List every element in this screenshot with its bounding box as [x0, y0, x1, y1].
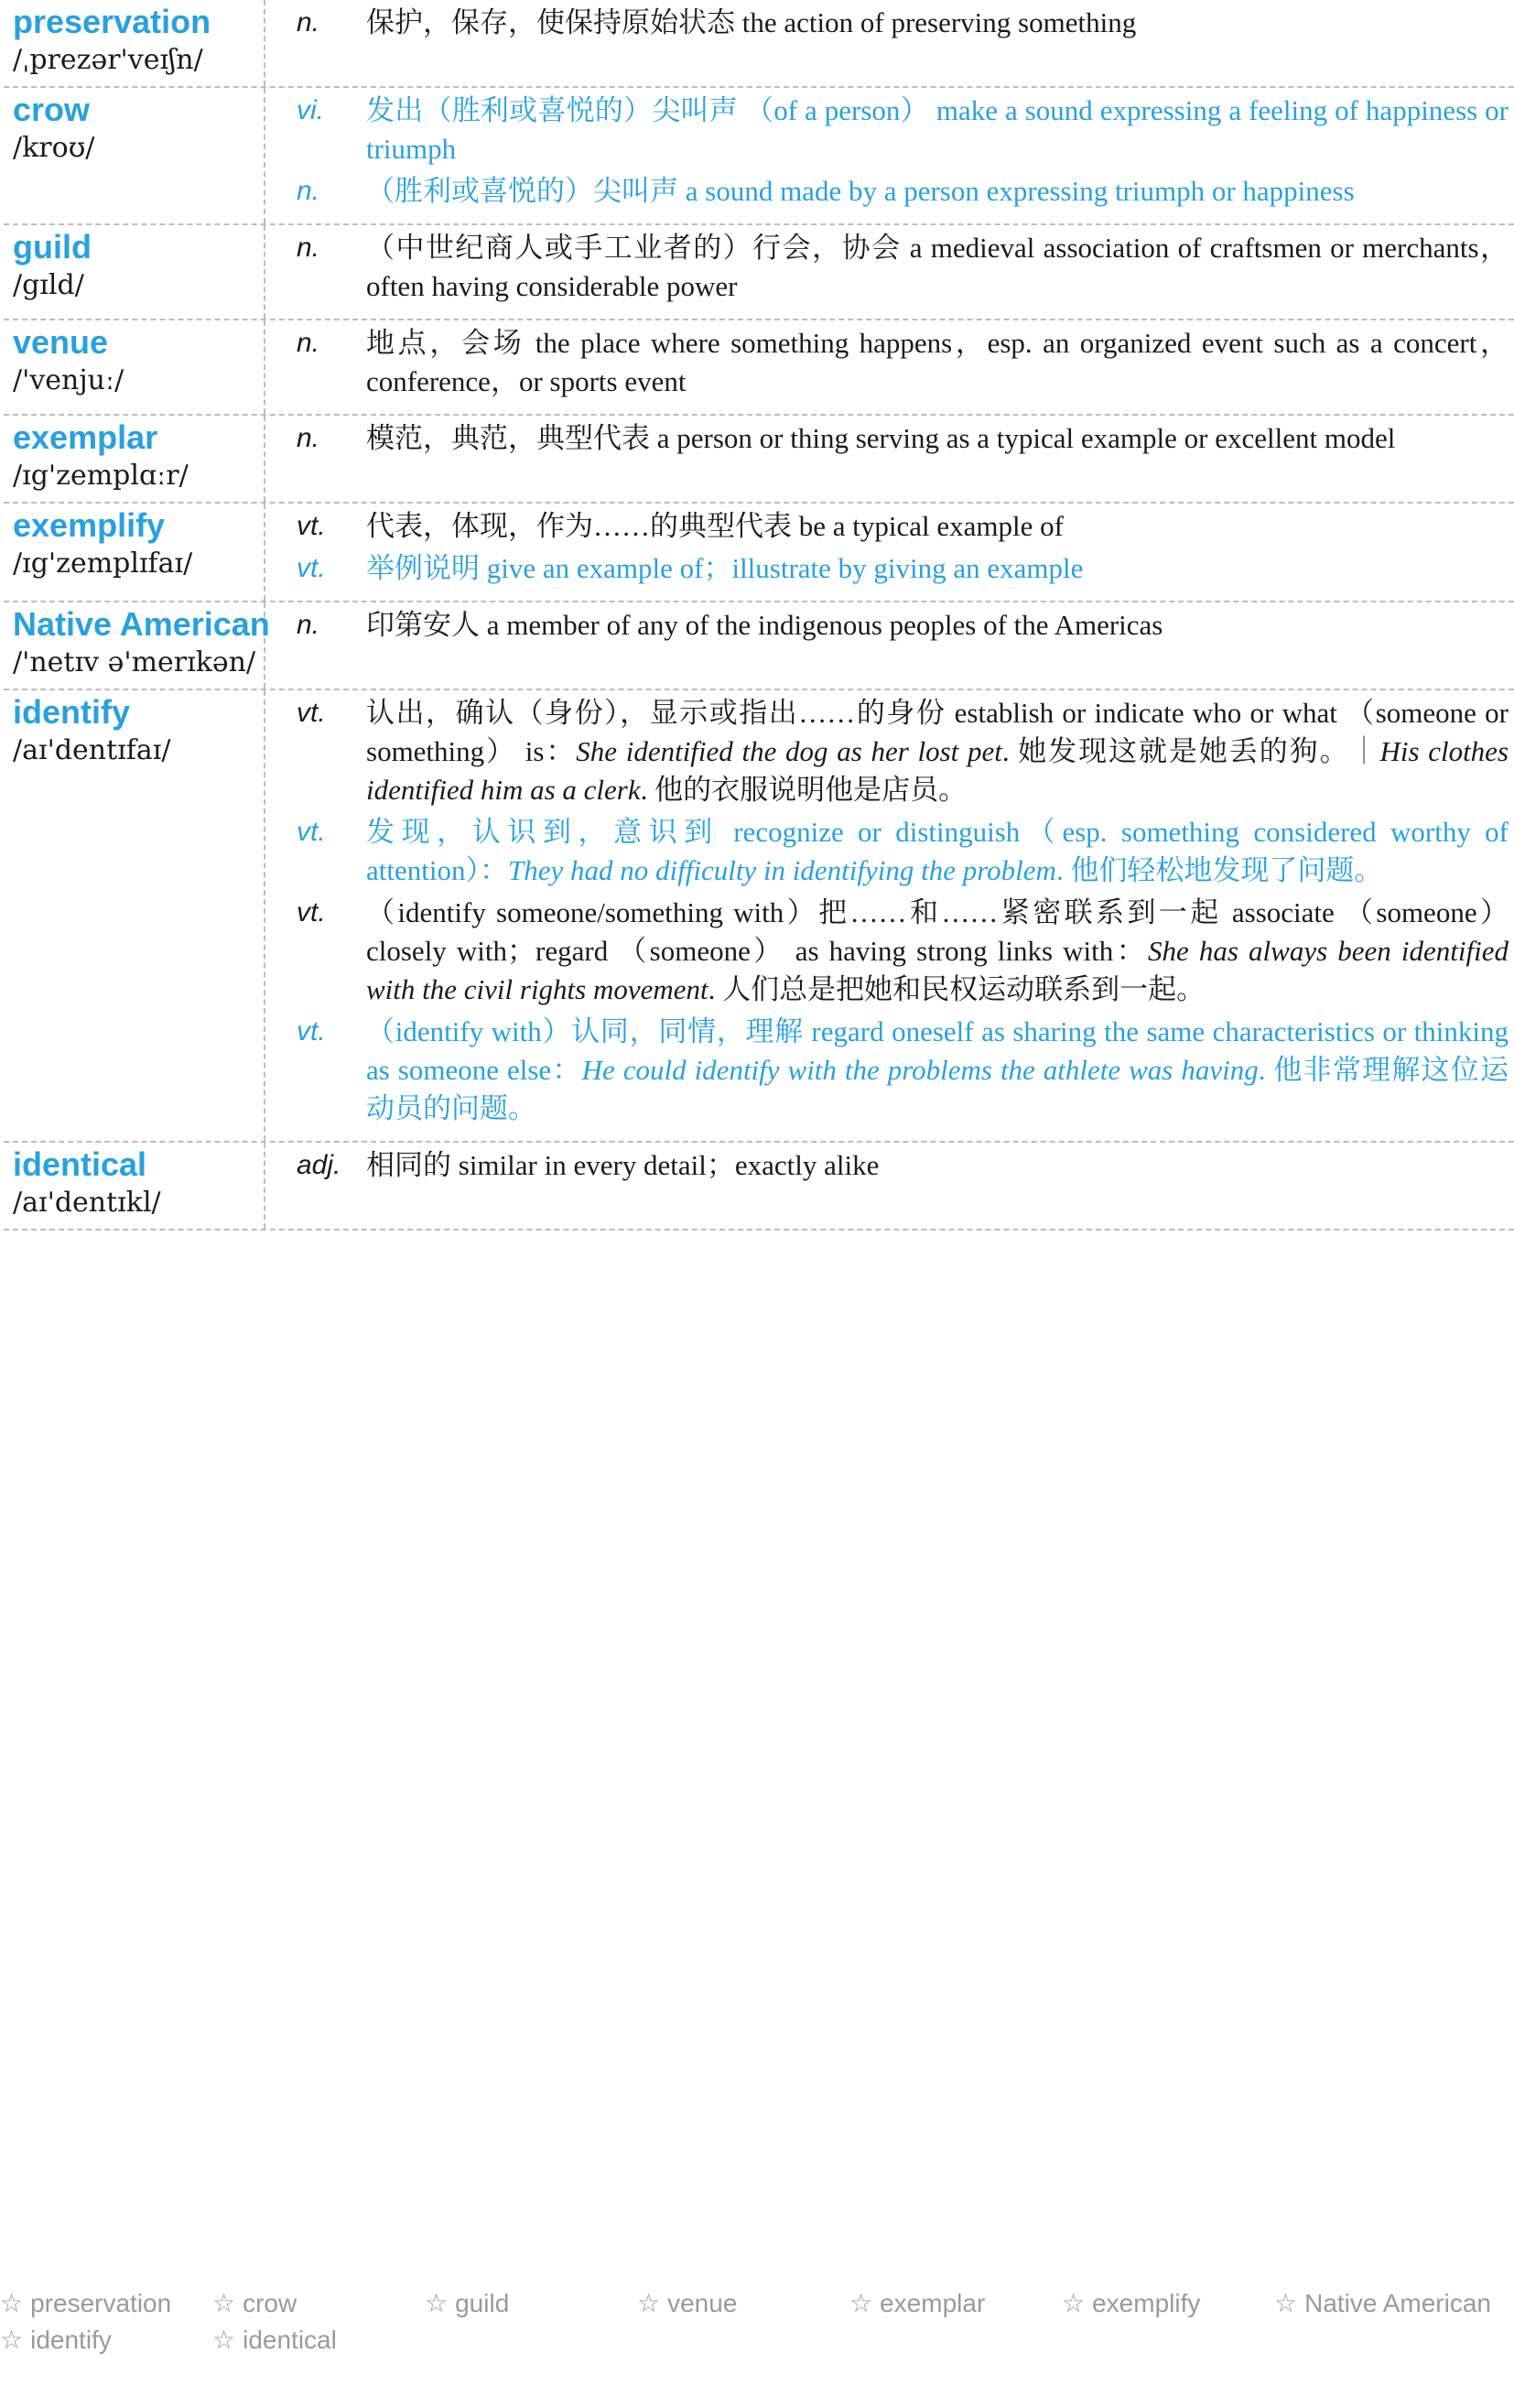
star-outline-icon: ☆ [1274, 2288, 1298, 2318]
footer-word-link[interactable] [1062, 2287, 1274, 2320]
part-of-speech: vt. [297, 897, 326, 927]
footer-word-label: venue [667, 2289, 738, 2317]
footer-word-label: exemplify [1092, 2289, 1201, 2317]
part-of-speech: vi. [297, 95, 324, 125]
definition [366, 324, 1514, 401]
part-of-speech: n. [297, 7, 320, 38]
part-of-speech: vt. [297, 698, 326, 728]
star-outline-icon: ☆ [425, 2288, 449, 2318]
star-outline-icon: ☆ [212, 2288, 236, 2318]
star-outline-icon: ☆ [212, 2325, 236, 2355]
headword: crow [13, 91, 91, 128]
definition-text: 印第安人 a member of any of the indigenous peoples of the Americas [366, 609, 1163, 641]
footer-word-link[interactable] [212, 2287, 425, 2320]
part-of-speech: vt. [297, 1016, 326, 1047]
footer-word-label: identify [30, 2326, 112, 2354]
sense [265, 419, 1514, 458]
definition [366, 549, 1514, 588]
example-translation: . 她发现这就是她丢的狗。 [1001, 735, 1350, 767]
headword: exemplify [13, 506, 166, 544]
sense [265, 229, 1514, 306]
part-of-speech: vt. [297, 511, 326, 541]
definition [366, 4, 1514, 42]
phonetic: /ɪg'zemplɪfaɪ/ [13, 548, 193, 580]
definition [366, 694, 1514, 809]
example-sentence: She has always been identified with the civil rights movement [366, 935, 1509, 1005]
sense-list [265, 1143, 1514, 1229]
headword-cell [4, 320, 265, 414]
headword: guild [13, 228, 92, 266]
phonetic: /gɪld/ [13, 269, 84, 301]
part-of-speech: n. [297, 176, 320, 206]
definition [366, 813, 1514, 890]
phonetic: /'venjuː/ [13, 364, 124, 396]
example-separator: ｜ [1349, 735, 1380, 768]
star-outline-icon: ☆ [637, 2288, 661, 2318]
sense [265, 894, 1514, 1009]
dictionary-entry [4, 416, 1514, 504]
sense-list [265, 504, 1514, 601]
definition-text: （中世纪商人或手工业者的）行会，协会 a medieval association of craftsmen or merchants，often having considerable power [366, 232, 1509, 302]
sense-list [265, 0, 1514, 86]
sense [265, 606, 1514, 645]
footer-word-label: identical [243, 2326, 337, 2354]
headword-cell [4, 504, 265, 601]
example-translation: . 人们总是把她和民权运动联系到一起。 [708, 973, 1206, 1005]
definition-text: （identify someone/something with）把……和……紧密联系到一起 associate （someone） closely with；regard （someone） as having strong links with： [366, 896, 1509, 967]
definition-text: （胜利或喜悦的）尖叫声 a sound made by a person expressing triumph or happiness [366, 175, 1355, 207]
sense [265, 92, 1514, 168]
dictionary-entry [4, 504, 1514, 602]
entry-list [4, 0, 1514, 1231]
definition-text: 地点，会场 the place where something happens，esp. an organized event such as a concert，conference，or sports event [366, 327, 1509, 397]
sense [265, 324, 1514, 401]
part-of-speech: n. [297, 328, 320, 358]
part-of-speech: n. [297, 233, 320, 263]
definition [366, 229, 1514, 306]
example-sentence: He could identify with the problems the athlete was having [581, 1054, 1259, 1086]
headword: preservation [13, 3, 211, 40]
phonetic: /'netɪv ə'merɪkən/ [13, 646, 256, 678]
part-of-speech: n. [297, 423, 320, 453]
star-outline-icon: ☆ [849, 2288, 873, 2318]
sense-list [265, 690, 1514, 1141]
definition [366, 172, 1514, 211]
footer-word-link[interactable] [849, 2287, 1062, 2320]
dictionary-entry [4, 1143, 1514, 1231]
part-of-speech: adj. [297, 1150, 341, 1180]
part-of-speech: vt. [297, 553, 326, 583]
definition-text: 认出，确认（身份），显示或指出……的身份 establish or indicate who or what （someone or something） is： [366, 697, 1509, 767]
headword-cell [4, 1143, 265, 1229]
headword: Native American [13, 605, 270, 643]
sense-list [265, 602, 1514, 689]
footer-word-label: guild [455, 2289, 510, 2317]
definition [366, 1146, 1514, 1185]
sense [265, 549, 1514, 588]
footer-word-link[interactable] [0, 2324, 212, 2357]
definition-text: 相同的 similar in every detail；exactly alike [366, 1149, 880, 1181]
sense [265, 172, 1514, 211]
sense [265, 813, 1514, 890]
example-sentence: His clothes identified him as a clerk [366, 735, 1509, 806]
sense [265, 1013, 1514, 1128]
dictionary-entry [4, 602, 1514, 690]
headword: exemplar [13, 418, 158, 456]
dictionary-entry [4, 690, 1514, 1143]
part-of-speech: n. [297, 610, 320, 640]
headword-cell [4, 0, 265, 86]
star-outline-icon: ☆ [1062, 2288, 1086, 2318]
definition-text: 发现，认识到，意识到 recognize or distinguish（esp. something considered worthy of attention）： [366, 816, 1509, 886]
headword: identify [13, 693, 131, 731]
footer-word-label: preservation [30, 2289, 172, 2317]
sense-list [265, 416, 1514, 502]
phonetic: /kroʊ/ [13, 132, 95, 164]
footer-word-label: exemplar [880, 2289, 986, 2317]
part-of-speech: vt. [297, 817, 326, 847]
example-sentence: She identified the dog as her lost pet [576, 735, 1002, 767]
phonetic: /ˌprezər'veɪʃn/ [13, 44, 203, 76]
footer-word-label: crow [243, 2289, 297, 2317]
phonetic: /aɪ'dentɪfaɪ/ [13, 734, 171, 766]
sense-list [265, 88, 1514, 223]
definition [366, 606, 1514, 645]
definition-text: 举例说明 give an example of；illustrate by giving an example [366, 552, 1084, 584]
sense [265, 4, 1514, 42]
headword: venue [13, 323, 109, 361]
definition-text: 代表，体现，作为……的典型代表 be a typical example of [366, 510, 1064, 542]
footer-word-label: Native American [1304, 2289, 1491, 2317]
footer-word-link[interactable] [637, 2287, 849, 2320]
definition [366, 92, 1514, 168]
footer-word-link[interactable] [212, 2324, 425, 2357]
headword-cell [4, 416, 265, 502]
footer-word-link[interactable] [0, 2287, 212, 2320]
sense [265, 507, 1514, 546]
dictionary-entry [4, 88, 1514, 225]
word-index-footer [0, 2287, 1514, 2357]
definition-text: （identify with）认同，同情，理解 regard oneself as sharing the same characteristics or thinking as someone else： [366, 1015, 1509, 1086]
sense [265, 694, 1514, 809]
sense [265, 1146, 1514, 1185]
definition [366, 894, 1514, 1009]
definition [366, 419, 1514, 458]
headword-cell [4, 602, 270, 689]
example-translation: . 他们轻松地发现了问题。 [1055, 854, 1383, 886]
sense-list [265, 320, 1514, 414]
headword-cell [4, 225, 265, 319]
star-outline-icon: ☆ [0, 2325, 24, 2355]
phonetic: /aɪ'dentɪkl/ [13, 1187, 161, 1219]
definition [366, 1013, 1514, 1128]
phonetic: /ɪg'zemplɑːr/ [13, 460, 189, 492]
footer-word-link[interactable] [1274, 2287, 1491, 2320]
headword-cell [4, 88, 265, 223]
example-translation: . 他的衣服说明他是店员。 [640, 774, 968, 806]
definition-text: 发出（胜利或喜悦的）尖叫声 （of a person） make a sound expressing a feeling of happiness or triumph [366, 94, 1509, 165]
definition [366, 507, 1514, 546]
definition-text: 模范，典范，典型代表 a person or thing serving as a typical example or excellent model [366, 422, 1396, 454]
dictionary-entry [4, 0, 1514, 88]
definition-text: 保护，保存，使保持原始状态 the action of preserving something [366, 6, 1137, 38]
dictionary-entry [4, 225, 1514, 320]
sense-list [265, 225, 1514, 319]
footer-word-link[interactable] [425, 2287, 637, 2320]
dictionary-entry [4, 320, 1514, 416]
example-translation: . 他非常理解这位运动员的问题。 [366, 1054, 1509, 1124]
example-sentence: They had no difficulty in identifying the problem [507, 854, 1056, 886]
headword: identical [13, 1145, 147, 1183]
headword-cell [4, 690, 265, 1141]
star-outline-icon: ☆ [0, 2288, 24, 2318]
